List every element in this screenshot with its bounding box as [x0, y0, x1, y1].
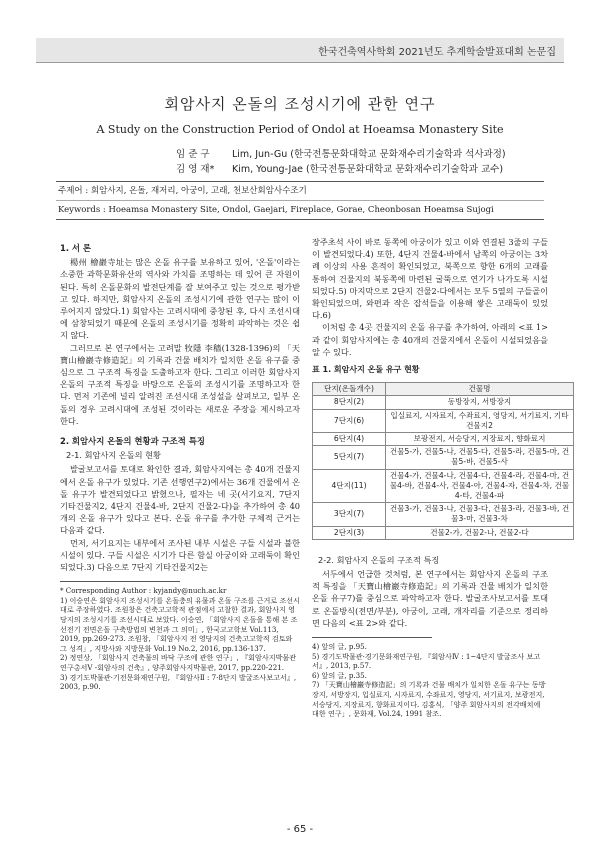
body-paragraph: 楊州 檜巖寺址는 많은 온돌 유구를 보유하고 있어, '온돌'이라는 소중한 과학문화유산의 역사와 가치를 조명하는 데 있어 큰 자원이 된다. 특히 온돌문화의 발전단계를 잘 보여주고 있는 것으로 평가받고 있다. 하지만, 회암사지 온돌의 조성시기에 관한 연구는 많이 이루어지지 않았다.1) 회암사는 고려시대에 중창된 후, 다시 조선시대에 삼창되었기 때문에 온돌의 조성시기를 정확히 파악하는 것은 쉽지 않다.	[60, 257, 300, 341]
body-paragraph: 발굴보고서를 토대로 확인한 결과, 회암사지에는 총 40개 건물지에서 온돌 유구가 있었다. 기존 선행연구2)에서는 36개 건물에서 온돌 유구가 발견되었다고 밝혔으나, 필자는 네 곳(서기요지, 7단지 기타건물지2, 4단지 건물4-바, 2단지 건물2-다)을 추가하여 총 40개의 온돌 유구가 있다고 본다. 온돌 유구를 추가한 구체적 근거는 다음과 같다.	[60, 464, 300, 536]
footnote: 3) 경기도박물관·기전문화재연구원, 『회암사Ⅱ : 7·8단지 발굴조사보고서』, 2003, p.90.	[60, 672, 297, 692]
footnote: 6) 앞의 글, p.35.	[312, 670, 367, 680]
table-header-cell: 건물명	[386, 383, 574, 396]
journal-header	[36, 38, 564, 63]
paper-title-english: A Study on the Construction Period of Ondol at Hoeamsa Monastery Site	[96, 123, 504, 136]
body-paragraph: 그러므로 본 연구에서는 고려말 牧隱 李穡(1328-1396)의 「天寶山檜巖寺修造記」의 기록과 건물 배치가 일치한 온돌 유구를 중심으로 그 구조적 특징을 도출하고자 한다. 그리고 이러한 회암사지 온돌의 구조적 특징을 바탕으로 온돌의 조성시기를 조명하고자 한다. 먼저 기존에 널리 알려진 조선시대 조성설을 살펴보고, 일부 온돌의 경우 고려시대에 조성된 것이라는 새로운 주장을 제시하고자 한다.	[60, 342, 300, 426]
footnote: 5) 경기도박물관·경기문화재연구원, 『회암사Ⅳ : 1~4단지 발굴조사 보고서』, 2013, p.57.	[312, 651, 541, 671]
table-cell: 입실료지, 시자료지, 수좌료지, 영당지, 서기료지, 기타건물지2	[386, 409, 574, 432]
subsection-heading: 2-2. 회암사지 온돌의 구조적 특징	[318, 554, 440, 565]
table-cell: 8단지(2)	[313, 396, 386, 409]
author-info: Lim, Jun-Gu (한국전통문화대학교 문화재수리기술학과 석사과정)	[232, 149, 506, 160]
body-paragraph: 서두에서 언급한 것처럼, 본 연구에서는 회암사지 온돌의 구조적 특징을 「天寶山檜巖寺修造記」의 기록과 건물 배치가 일치한 온돌 유구7)를 중심으로 파악하고자 한다. 발굴조사보고서를 토대로 온돌방식(전면/부분), 아궁이, 고래, 개자리를 기준으로 정리하면 다음의 <표 2>와 같다.	[312, 569, 548, 628]
author-row	[176, 147, 506, 162]
author-info: Kim, Young-Jae (한국전통문화대학교 문화재수리기술학과 교수)	[232, 164, 504, 175]
table-caption: 표 1. 회암사지 온돌 유구 현황	[312, 365, 420, 375]
table-cell: 3단지(7)	[313, 503, 386, 526]
footnote-separator	[312, 637, 432, 638]
body-paragraph: 이처럼 총 4곳 건물지의 온돌 유구를 추가하여, 아래의 <표 1>과 같이 회암사지에는 총 40개의 건물지에서 온돌이 시설되었음을 알 수 있다.	[312, 322, 548, 357]
author-name: 임 준 구	[176, 149, 210, 160]
table-cell: 7단지(6)	[313, 409, 386, 432]
table-cell: 동방장지, 서방장지	[386, 396, 574, 409]
corresponding-author: * Corresponding Author : kyjandy@nuch.ac.kr	[60, 586, 227, 596]
table-cell: 건물4-가, 건물4-나, 건물4-다, 건물4-라, 건물4-마, 건물4-바, 건물4-사, 건물4-아, 건물4-자, 건물4-차, 건물4-타, 건물4-파	[386, 469, 574, 503]
table-row	[313, 469, 574, 503]
left-column	[60, 236, 300, 692]
table-cell: 보광전지, 서승당지, 지장료지, 향화료지	[386, 433, 574, 446]
table-cell: 6단지(4)	[313, 433, 386, 446]
table-row	[313, 446, 574, 469]
table-row	[313, 433, 574, 446]
author-row	[176, 162, 506, 177]
ondol-table	[312, 382, 574, 540]
table-cell: 건물5-가, 건물5-나, 건물5-다, 건물5-라, 건물5-마, 건물5-바, 건물5-사	[386, 446, 574, 469]
body-paragraph: 먼저, 서기요지는 내부에서 조사된 내부 시설은 구들 시설과 불한 시설이 있다. 구들 시설은 시기가 다른 함실 아궁이와 고래둑이 확인되었다.3) 다음으로 7단지 기타건물지2는	[60, 537, 300, 573]
keywords-english: Keywords : Hoeamsa Monastery Site, Ondol, Gaejari, Fireplace, Gorae, Cheonbosan Hoeamsa Sujogi	[56, 200, 544, 219]
subsection-heading: 2-1. 회암사지 온돌의 현황	[66, 450, 161, 461]
table-cell: 5단지(7)	[313, 446, 386, 469]
body-paragraph: 장주초석 사이 바로 동쪽에 아궁이가 있고 이와 연결된 3줄의 구들이 발견되었다.4) 또한, 4단지 건물4-바에서 남쪽의 아궁이는 3차례 이상의 사용 흔적이 확인되었고, 북쪽으로 향한 6개의 고래를 통하여 건물지의 북동쪽에 마련된 굴뚝으로 연기가 나가도록 시설되었다.5) 마지막으로 2단지 건물2-다에서는 모두 5열의 구들골이 확인되었으며, 와편과 작은 잡석들을 이용해 쌓은 고래둑이 있었다.6)	[312, 237, 548, 321]
table-row	[313, 503, 574, 526]
footnote-separator	[60, 581, 180, 582]
page-number: - 65 -	[286, 824, 314, 835]
table-cell: 4단지(11)	[313, 469, 386, 503]
keywords-korean: 주제어 : 회암사지, 온돌, 재저리, 아궁이, 고래, 천보산회암사수조기	[58, 186, 307, 196]
table-header-cell: 단지(온돌개수)	[313, 383, 386, 396]
section-heading: 1. 서 론	[60, 243, 92, 253]
journal-title: 한국건축역사학회 2021년도 추계학술발표대회 논문집	[318, 47, 556, 58]
table-cell: 2단지(3)	[313, 526, 386, 539]
footnote: 4) 앞의 글, p.95.	[312, 642, 367, 652]
footnote: 1) 이승연은 회암사지 조성시기를 온돌층의 유물과 온돌 구조를 근거로 조선시대로 주장하였다. 조원창은 건축고고학적 관점에서 고찰한 결과, 회암사지 영당지의 조성시기를 조선시대로 보았다. 이승연, 「회암사지 온돌을 통해 본 조선전기 전면온돌 구축방법의 변천과 그 의미」, 한국고고학보 Vol.113, 2019, pp.269-273. 조원창, 「회암사지 전 영당지의 건축고고학적 검토와 그 성격」, 지방사와 지방문화 Vol.19 No.2, 2016, pp.136-137.	[60, 595, 301, 653]
footnote: 7) 「天寶山檜巖寺修造記」의 기록과 건물 배치가 일치한 온돌 유구는 동방장지, 서방장지, 입실료지, 시자료지, 수좌료지, 영당지, 서기료지, 보광전지, 서승당지, 지장료지, 향화료지이다. 김홍식, 「양주 회암사지의 전각배치에 대한 연구」, 문화재, Vol.24, 1991 참조.	[312, 680, 546, 719]
author-name: 김 영 재*	[176, 164, 215, 175]
right-column	[312, 236, 570, 719]
author-list	[176, 147, 506, 177]
footnote: 2) 정연상, 「회암사지 건축물의 바닥 구조에 관한 연구」, 『회암사지박물관 연구총서Ⅴ -회암사의 건축』, 양주회암사지박물관, 2017, pp.220-221.	[60, 653, 297, 673]
section-heading: 2. 회암사지 온돌의 현황과 구조적 특징	[60, 436, 205, 447]
table-row	[313, 396, 574, 409]
keywords-box	[56, 181, 544, 220]
table-row	[313, 409, 574, 432]
table-cell: 건물3-가, 건물3-나, 건물3-다, 건물3-라, 건물3-바, 건물3-마, 건물3-차	[386, 503, 574, 526]
table-header-row	[313, 383, 574, 396]
paper-title-korean: 회암사지 온돌의 조성시기에 관한 연구	[164, 95, 436, 113]
table-row	[313, 526, 574, 539]
table-cell: 건물2-가, 건물2-나, 건물2-다	[386, 526, 574, 539]
